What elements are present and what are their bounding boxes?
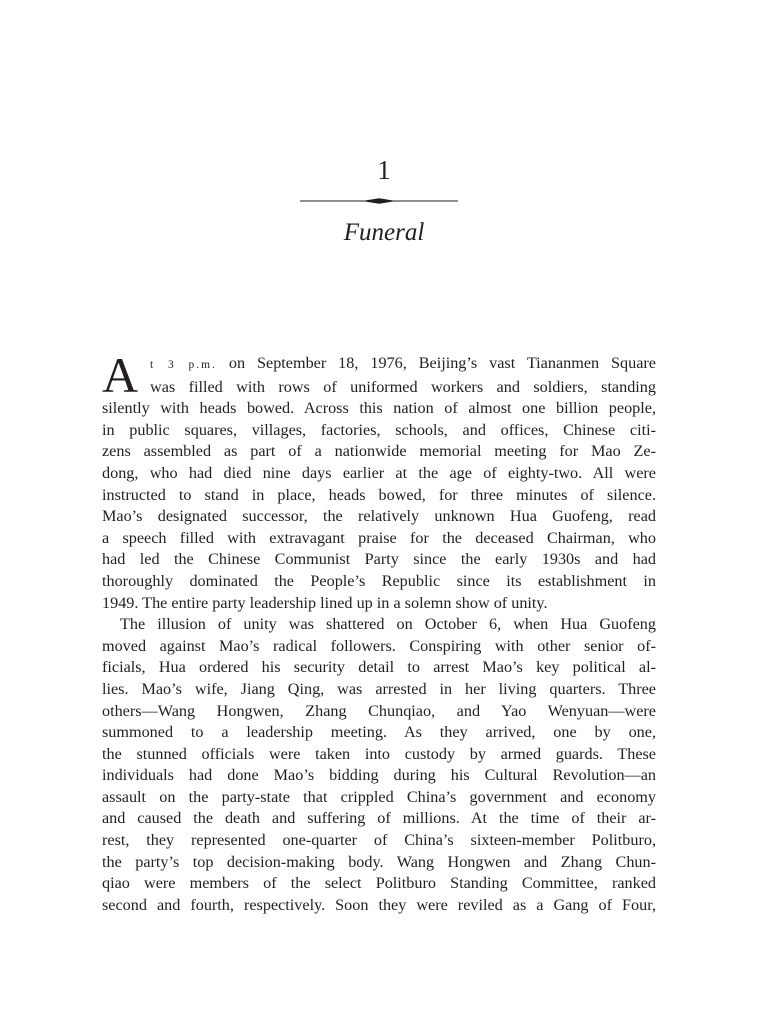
- lead-small-caps: t 3 p.m.: [150, 359, 217, 371]
- text-line: silently with heads bowed. Across this nation of almost one billion people,: [102, 399, 656, 418]
- text-line: [102, 353, 656, 377]
- text-line: thoroughly dominated the People’s Republic since its establishment in: [102, 571, 656, 590]
- paragraph-2: [102, 614, 656, 916]
- text-line: 1949. The entire party leadership lined up in a solemn show of unity.: [102, 593, 548, 612]
- text-line: second and fourth, respectively. Soon they were reviled as a Gang of Four,: [102, 895, 656, 914]
- text-line: rest, they represented one-quarter of China’s sixteen-member Politburo,: [102, 831, 656, 850]
- chapter-ornament-divider: [300, 196, 458, 206]
- paragraph-1: [102, 347, 656, 614]
- text-line: instructed to stand in place, heads bowed, for three minutes of silence.: [102, 485, 656, 504]
- text-line: and caused the death and suffering of millions. At the time of their ar-: [102, 809, 656, 828]
- text-line: dong, who had died nine days earlier at the age of eighty-two. All were: [102, 463, 656, 482]
- text-line: summoned to a leadership meeting. As they arrived, one by one,: [102, 723, 656, 742]
- chapter-number: 1: [377, 155, 391, 185]
- text-line: moved against Mao’s radical followers. Conspiring with other senior of-: [102, 636, 656, 655]
- text-line: Mao’s designated successor, the relatively unknown Hua Guofeng, read: [102, 507, 656, 526]
- text-line: in public squares, villages, factories, schools, and offices, Chinese citi-: [102, 420, 656, 439]
- text-line: the party’s top decision-making body. Wang Hongwen and Zhang Chun-: [102, 852, 656, 871]
- drop-cap-letter: A: [102, 347, 139, 403]
- text-line: lies. Mao’s wife, Jiang Qing, was arrested in her living quarters. Three: [102, 679, 656, 698]
- text-line: assault on the party-state that crippled China’s government and economy: [102, 787, 656, 806]
- text-line: was filled with rows of uniformed workers and soldiers, standing: [150, 377, 656, 396]
- text-line: a speech filled with extravagant praise for the deceased Chairman, who: [102, 528, 656, 547]
- text-line: ficials, Hua ordered his security detail to arrest Mao’s key political al-: [102, 658, 656, 677]
- text-line: zens assembled as part of a nationwide memorial meeting for Mao Ze-: [102, 442, 656, 461]
- text-line: the stunned officials were taken into custody by armed guards. These: [102, 744, 656, 763]
- text-line: qiao were members of the select Politburo Standing Committee, ranked: [102, 874, 656, 893]
- text-line: The illusion of unity was shattered on October 6, when Hua Guofeng: [120, 615, 656, 634]
- chapter-body: [102, 347, 656, 916]
- chapter-title: Funeral: [343, 219, 425, 246]
- text-line-segment: on September 18, 1976, Beijing’s vast Tiananmen Square: [216, 354, 656, 372]
- text-line: others—Wang Hongwen, Zhang Chunqiao, and Yao Wenyuan—were: [102, 701, 656, 720]
- text-line: had led the Chinese Communist Party since the early 1930s and had: [102, 550, 656, 569]
- text-line: individuals had done Mao’s bidding during his Cultural Revolution—an: [102, 766, 656, 785]
